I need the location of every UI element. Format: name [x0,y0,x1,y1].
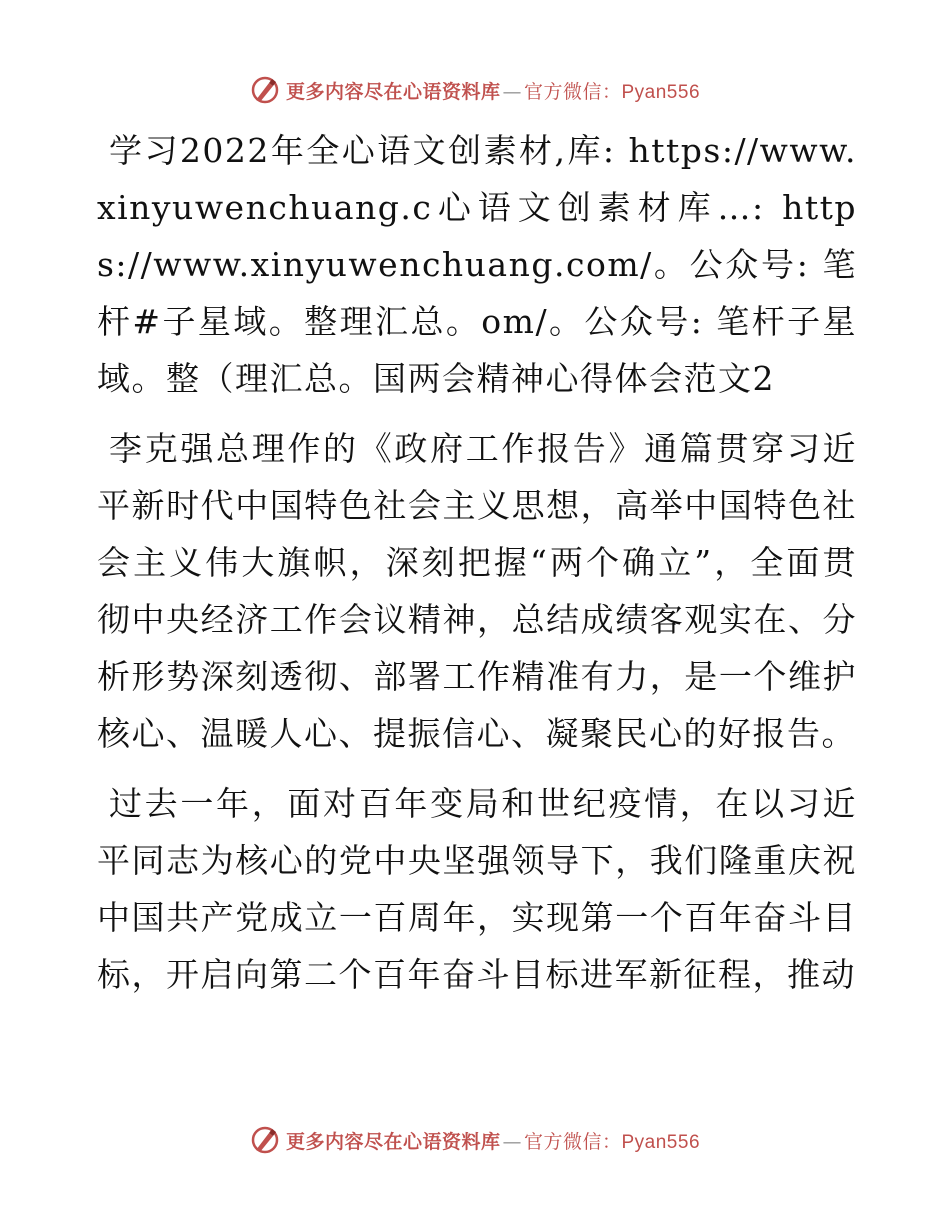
watermark-official: 官方微信： [523,80,622,103]
paragraph-1: 学习2022年全心语文创素材,库: https://www.xinyuwenchuang.c心语文创素材库…: https://www.xinyuwenchuang.com/。公众号: 笔杆#子星域。整理汇总。om/。公众号: 笔杆子星域。整（理汇总。国两会精神心得体会范文2 [97,131,857,398]
pen-logo-icon [250,75,280,105]
watermark-id: Pyan556 [621,1131,701,1153]
watermark-brand: 更多内容尽在心语资料库 [285,1130,501,1153]
watermark-separator: — [502,1130,522,1153]
watermark-official: 官方微信： [523,1130,622,1153]
watermark-separator: — [502,80,522,103]
pen-logo-icon [250,1125,280,1155]
paragraph-3: 过去一年，面对百年变局和世纪疫情，在以习近平同志为核心的党中央坚强领导下，我们隆重庆祝中国共产党成立一百周年，实现第一个百年奋斗目标，开启向第二个百年奋斗目标进军新征程，推动 [97,784,857,994]
document-body [97,122,857,1003]
watermark-id: Pyan556 [621,81,701,103]
watermark-text [286,1127,700,1154]
paragraph-2: 李克强总理作的《政府工作报告》通篇贯穿习近平新时代中国特色社会主义思想，高举中国特色社会主义伟大旗帜，深刻把握“两个确立”，全面贯彻中央经济工作会议精神，总结成绩客观实在、分析形势深刻透彻、部署工作精准有力，是一个维护核心、温暖人心、提振信心、凝聚民心的好报告。 [97,429,857,753]
watermark-text [286,77,700,104]
watermark-brand: 更多内容尽在心语资料库 [285,80,501,103]
header-watermark [0,70,950,110]
footer-watermark [0,1120,950,1160]
